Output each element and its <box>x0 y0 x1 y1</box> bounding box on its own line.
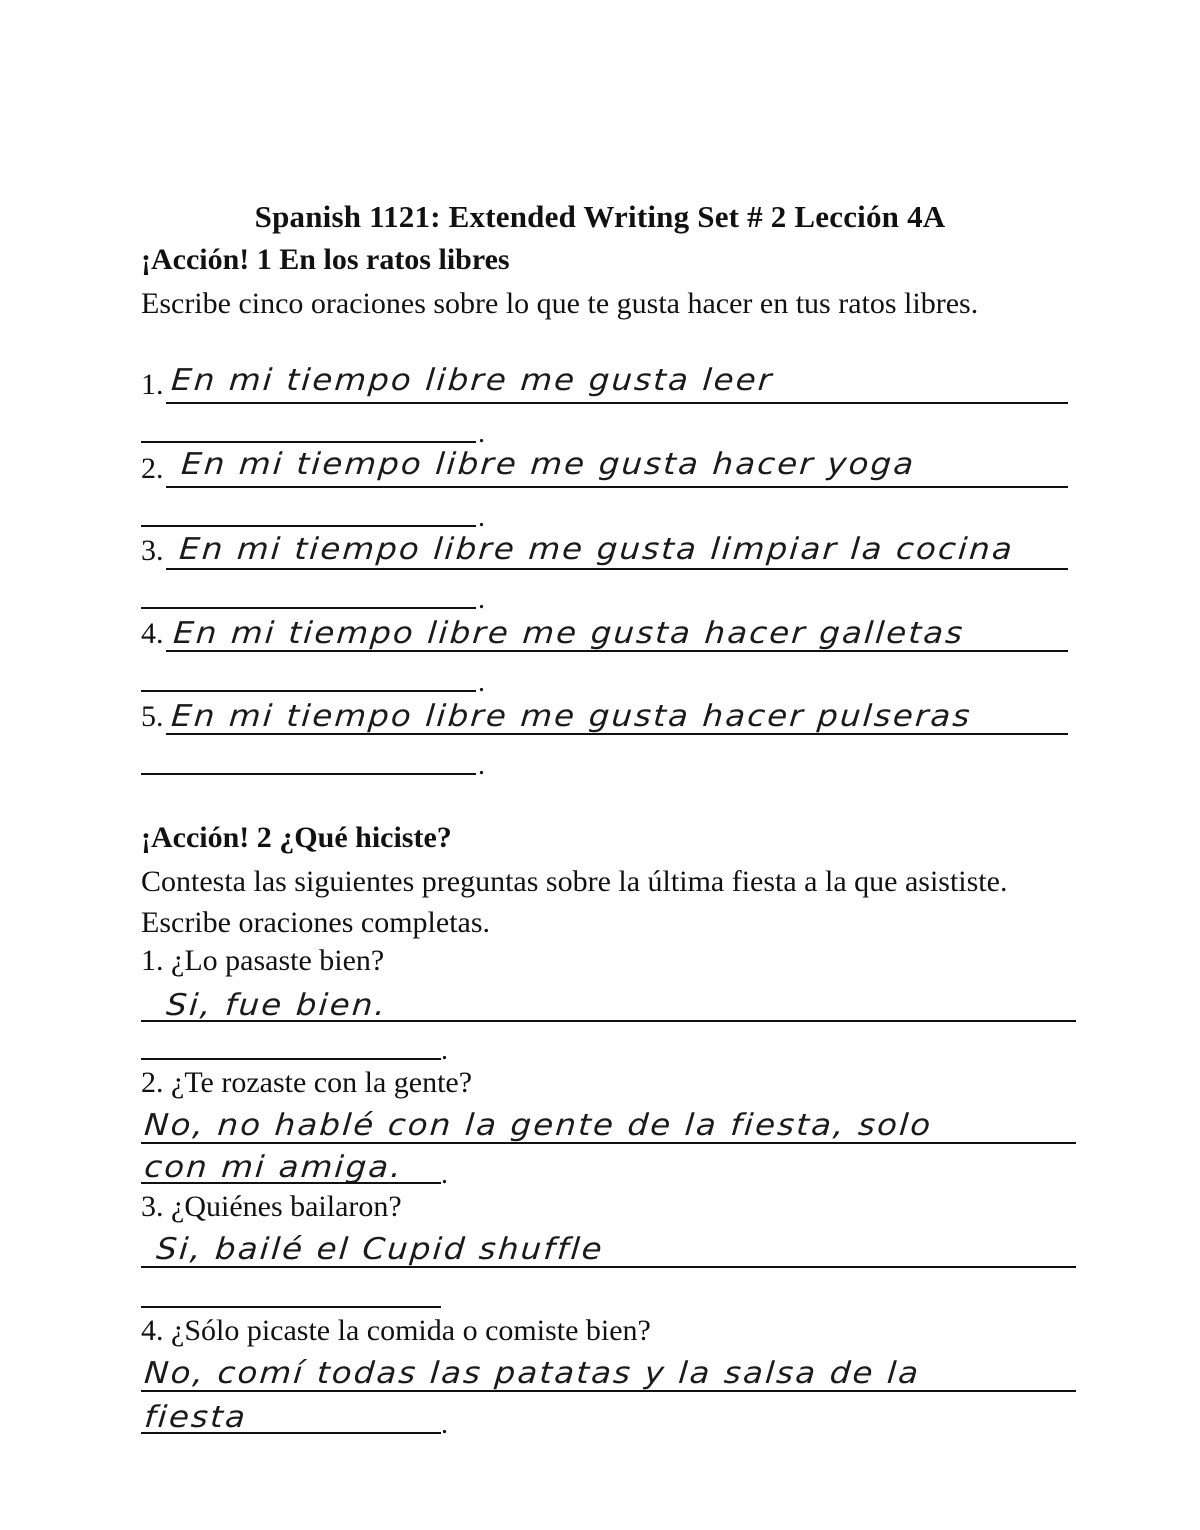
item-5-line <box>166 733 1068 735</box>
item-4-period: . <box>478 667 485 698</box>
item-4-answer[interactable]: En mi tiempo libre me gusta hacer galletas <box>172 616 966 651</box>
item-5-line2 <box>141 773 476 775</box>
question-1-period: . <box>441 1035 448 1066</box>
item-1-answer[interactable]: En mi tiempo libre me gusta leer <box>170 363 775 398</box>
question-1-answer-line1[interactable]: Si, fue bien. <box>165 988 389 1023</box>
document-title: Spanish 1121: Extended Writing Set # 2 Lección 4A <box>254 199 946 234</box>
question-1-line2 <box>141 1058 441 1060</box>
item-1-period: . <box>478 418 485 449</box>
item-2-line2 <box>141 525 476 527</box>
item-5-answer[interactable]: En mi tiempo libre me gusta hacer pulseras <box>170 699 973 734</box>
section1-instructions: Escribe cinco oraciones sobre lo que te gusta hacer en tus ratos libres. <box>141 287 979 320</box>
question-1: 1. ¿Lo pasaste bien? <box>141 944 385 977</box>
item-5-number: 5. <box>141 700 164 733</box>
question-4-line2 <box>141 1432 441 1434</box>
item-3-number: 3. <box>141 534 164 567</box>
question-3-line <box>141 1266 1076 1268</box>
item-1-line <box>166 402 1068 404</box>
item-1-number: 1. <box>141 368 164 401</box>
question-1-line <box>141 1020 1076 1022</box>
question-2-period: . <box>441 1159 448 1190</box>
item-2-line <box>166 486 1068 488</box>
question-2: 2. ¿Te rozaste con la gente? <box>141 1066 473 1099</box>
item-3-line2 <box>141 607 476 609</box>
question-4-answer-line2[interactable]: fiesta <box>143 1400 249 1435</box>
item-3-line <box>166 568 1068 570</box>
question-2-answer-line2[interactable]: con mi amiga. <box>143 1150 405 1185</box>
item-2-answer[interactable]: En mi tiempo libre me gusta hacer yoga <box>180 447 917 482</box>
question-2-line <box>141 1142 1076 1144</box>
question-4-line <box>141 1390 1076 1392</box>
item-3-period: . <box>478 584 485 615</box>
item-3-answer[interactable]: En mi tiempo libre me gusta limpiar la cocina <box>178 532 1016 567</box>
question-3: 3. ¿Quiénes bailaron? <box>141 1190 402 1223</box>
question-2-answer-line1[interactable]: No, no hablé con la gente de la fiesta, solo <box>143 1108 934 1143</box>
section2-instructions: Contesta las siguientes preguntas sobre la última fiesta a la que asististe. Escribe oraciones completas. <box>141 865 1008 939</box>
item-1-line2 <box>141 441 476 443</box>
question-3-line2 <box>141 1306 441 1308</box>
question-4-period: . <box>441 1409 448 1440</box>
item-4-line <box>166 650 1068 652</box>
item-2-number: 2. <box>141 452 164 485</box>
item-2-period: . <box>478 502 485 533</box>
question-3-answer-line1[interactable]: Si, bailé el Cupid shuffle <box>155 1232 606 1267</box>
question-4: 4. ¿Sólo picaste la comida o comiste bien? <box>141 1314 651 1347</box>
section2-heading: ¡Acción! 2 ¿Qué hiciste? <box>141 821 452 854</box>
item-4-number: 4. <box>141 617 164 650</box>
item-4-line2 <box>141 690 476 692</box>
question-2-line2 <box>141 1182 441 1184</box>
section1-heading: ¡Acción! 1 En los ratos libres <box>141 243 510 276</box>
question-4-answer-line1[interactable]: No, comí todas las patatas y la salsa de la <box>143 1356 922 1391</box>
item-5-period: . <box>478 750 485 781</box>
